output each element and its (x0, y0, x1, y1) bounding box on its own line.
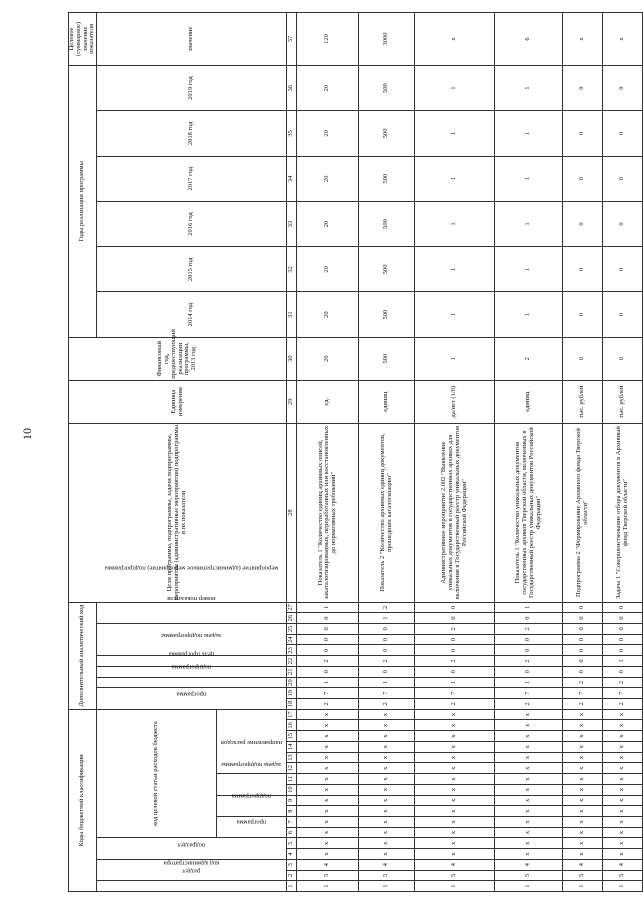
subsection-header: подраздел (97, 838, 287, 859)
subprogram-header: подпрограмма (217, 795, 287, 816)
code-cell: 7 (415, 688, 495, 699)
code-cell: x (297, 849, 359, 860)
code-cell: 1 (359, 613, 415, 624)
code-cell: 2 (415, 656, 495, 667)
code-cell: x (359, 816, 415, 827)
code-cell: 0 (415, 666, 495, 677)
column-number-10: 10 (287, 784, 297, 795)
row-name: Подпрограмма 2 "Формирование Архивного фонда Тверской области" (563, 423, 603, 602)
code-cell: 0 (563, 666, 603, 677)
column-number-35: 35 (287, 111, 297, 156)
code-cell: 0 (297, 613, 359, 624)
column-number-37: 37 (287, 13, 297, 66)
code-cell: x (415, 784, 495, 795)
row-unit: ед. (297, 380, 359, 423)
code-cell: x (603, 849, 643, 860)
column-number-21: 21 (287, 666, 297, 677)
row-unit: тыс. рублей (603, 380, 643, 423)
code-cell: x (563, 709, 603, 720)
code-cell: 2 (297, 656, 359, 667)
code-cell: x (359, 752, 415, 763)
program-header: программа (217, 816, 287, 837)
column-number-32: 32 (287, 247, 297, 292)
code-cell: 0 (297, 624, 359, 635)
activity-header: мероприятие (административное мероприятие) подпрограммы (97, 624, 287, 656)
year-2018-header: 2018 год (97, 111, 287, 156)
code-cell: 4 (359, 859, 415, 870)
row-name: Показатель 1 "Количество уникальных документов государственных архивов Тверской области, включенных в Государственный реестр уникальных документов Российской Федерации" (495, 423, 563, 602)
value-cell: 1 (415, 156, 495, 201)
code-cell: 2 (563, 699, 603, 710)
column-number-19: 19 (287, 688, 297, 699)
code-cell: x (603, 720, 643, 731)
code-cell: 0 (415, 634, 495, 645)
column-number-4: 4 (287, 849, 297, 860)
value-cell: 20 (297, 156, 359, 201)
column-number-1: 1 (287, 881, 297, 892)
value-cell: 20 (297, 65, 359, 110)
code-cell: x (495, 709, 563, 720)
goal-program-header: цель программы (97, 666, 287, 677)
code-cell: 2 (495, 656, 563, 667)
subprogram2-header: подпрограмма (97, 677, 287, 688)
code-cell: x (297, 720, 359, 731)
code-cell: x (415, 816, 495, 827)
value-cell: 500 (359, 337, 415, 380)
row-name: Показатель 1 "Количество единиц архивных описей, закаталогизированных, переработанных или восстановленных до нормативных требований" (297, 423, 359, 602)
column-number-36: 36 (287, 65, 297, 110)
code-cell: 4 (297, 859, 359, 870)
value-cell: 2 (495, 337, 563, 380)
code-cell: x (495, 720, 563, 731)
column-number-18: 18 (287, 699, 297, 710)
table-row (297, 13, 359, 892)
column-number-2: 2 (287, 870, 297, 881)
code-cell: 0 (297, 645, 359, 656)
code-cell: x (495, 849, 563, 860)
code-cell: 0 (603, 602, 643, 613)
year-2019-header: 2019 год (97, 65, 287, 110)
target-cell: x (415, 13, 495, 66)
code-cell: x (495, 731, 563, 742)
code-cell: 0 (495, 634, 563, 645)
value-cell: 1 (415, 65, 495, 110)
code-cell: 1 (415, 881, 495, 892)
target-cell: x (563, 13, 603, 66)
value-cell: 0 (603, 156, 643, 201)
budget-codes-header: Коды бюджетной классификации (69, 709, 97, 891)
code-cell: 5 (495, 870, 563, 881)
value-cell: 1 (415, 292, 495, 337)
column-number-24: 24 (287, 634, 297, 645)
code-cell: x (603, 709, 643, 720)
task-subprogram-code-header: задача подпрограммы (217, 774, 287, 795)
code-cell: 7 (495, 688, 563, 699)
column-number-11: 11 (287, 774, 297, 785)
activity-direction-header: направление расходов (217, 709, 287, 773)
code-cell: x (297, 806, 359, 817)
code-cell: 7 (563, 688, 603, 699)
column-number-20: 20 (287, 677, 297, 688)
code-cell: 1 (563, 881, 603, 892)
target-value-header: Целевое (суммарное) значение показателя (69, 13, 97, 66)
target-cell: x (603, 13, 643, 66)
row-name: Административное мероприятие 2.002 "Выявление уникальных документов в государственных архивах для включения в Государственный реестр уникальных документов Российской Федерации" (415, 423, 495, 602)
code-cell: 1 (359, 881, 415, 892)
code-cell: x (495, 795, 563, 806)
code-cell: 2 (297, 699, 359, 710)
code-cell: 1 (297, 881, 359, 892)
indicator-num-header: номер показателя (97, 602, 287, 624)
table-row (359, 13, 415, 892)
code-cell: x (415, 827, 495, 838)
code-cell: x (415, 709, 495, 720)
value-cell: 0 (563, 65, 603, 110)
target-cell: 120 (297, 13, 359, 66)
code-cell: 7 (359, 688, 415, 699)
column-number-22: 22 (287, 656, 297, 667)
code-cell: x (563, 741, 603, 752)
column-number-34: 34 (287, 156, 297, 201)
code-cell: x (603, 774, 643, 785)
row-name: Показатель 2 "Количество архивных единиц документов, прошедших каталогизацию" (359, 423, 415, 602)
value-cell: 500 (359, 156, 415, 201)
code-cell: x (603, 752, 643, 763)
code-cell: x (563, 849, 603, 860)
target-codes-header: код целевой статьи расходов бюджета (97, 709, 217, 838)
value-cell: 1 (495, 156, 563, 201)
target-cell: 3000 (359, 13, 415, 66)
column-number-12: 12 (287, 763, 297, 774)
code-cell: x (563, 838, 603, 849)
code-cell: 1 (297, 677, 359, 688)
value-cell: 500 (359, 247, 415, 292)
column-number-3: 3 (287, 859, 297, 870)
column-number-row (287, 13, 297, 892)
code-cell: x (415, 838, 495, 849)
code-cell: x (563, 774, 603, 785)
value-cell: 20 (297, 292, 359, 337)
code-cell: x (495, 763, 563, 774)
code-cell: 0 (563, 613, 603, 624)
column-number-8: 8 (287, 806, 297, 817)
code-cell: x (359, 763, 415, 774)
code-cell: x (297, 784, 359, 795)
code-cell: 0 (603, 645, 643, 656)
code-cell: 0 (603, 613, 643, 624)
code-cell: x (603, 784, 643, 795)
code-cell: x (603, 741, 643, 752)
code-cell: x (297, 827, 359, 838)
value-cell: 1 (415, 201, 495, 246)
code-cell: x (415, 731, 495, 742)
column-number-13: 13 (287, 752, 297, 763)
code-cell: 2 (603, 699, 643, 710)
value-cell: 500 (359, 111, 415, 156)
value-cell: 1 (415, 111, 495, 156)
table-row (603, 13, 643, 892)
value-cell: 20 (297, 337, 359, 380)
code-cell: 0 (359, 645, 415, 656)
code-cell: 2 (603, 677, 643, 688)
code-cell: 0 (359, 634, 415, 645)
code-cell: x (415, 849, 495, 860)
code-cell: 1 (495, 602, 563, 613)
task-subprogram-header: задача подпрограммы (97, 656, 287, 667)
code-cell: 4 (415, 859, 495, 870)
code-cell: 0 (359, 666, 415, 677)
table-row (495, 13, 563, 892)
code-cell: 4 (563, 859, 603, 870)
code-cell: x (297, 816, 359, 827)
column-number-6: 6 (287, 827, 297, 838)
code-cell: x (603, 731, 643, 742)
program2-header: программа (97, 688, 287, 709)
code-cell: 5 (359, 870, 415, 881)
code-cell: x (297, 774, 359, 785)
code-cell: 5 (297, 870, 359, 881)
value-cell: 1 (495, 247, 563, 292)
row-unit: единиц (359, 380, 415, 423)
code-cell: x (297, 731, 359, 742)
code-cell: 0 (297, 634, 359, 645)
row-unit: да/нет (1/0) (415, 380, 495, 423)
code-cell: x (495, 838, 563, 849)
row-name: Задача 1 "Совершенствование отбора документов в Архивный фонд Тверской области" (603, 423, 643, 602)
value-cell: 500 (359, 201, 415, 246)
code-cell: 2 (359, 656, 415, 667)
code-cell: 0 (563, 656, 603, 667)
value-cell: 0 (563, 111, 603, 156)
code-cell: 4 (495, 859, 563, 870)
code-cell: x (415, 774, 495, 785)
code-cell: x (495, 774, 563, 785)
row-unit: единиц (495, 380, 563, 423)
code-cell: x (359, 795, 415, 806)
year-2015-header: 2015 год (97, 247, 287, 292)
value-cell: 500 (359, 65, 415, 110)
code-cell: 0 (415, 613, 495, 624)
code-cell: x (563, 752, 603, 763)
code-cell: 1 (603, 881, 643, 892)
code-cell: x (495, 816, 563, 827)
column-number-9: 9 (287, 795, 297, 806)
code-cell: 5 (563, 870, 603, 881)
code-cell: 0 (563, 645, 603, 656)
value-cell: 0 (603, 247, 643, 292)
code-cell: 0 (603, 624, 643, 635)
column-number-25: 25 (287, 624, 297, 635)
column-number-15: 15 (287, 731, 297, 742)
code-cell: 0 (603, 666, 643, 677)
code-cell: x (359, 849, 415, 860)
code-cell: 0 (297, 666, 359, 677)
value-header: значение (97, 13, 287, 66)
column-number-28: 28 (287, 423, 297, 602)
code-cell: x (359, 806, 415, 817)
column-number-16: 16 (287, 720, 297, 731)
code-cell: 1 (495, 677, 563, 688)
code-cell: x (359, 838, 415, 849)
admin-code-header: код администратора (97, 881, 287, 892)
code-cell: x (495, 806, 563, 817)
value-cell: 1 (415, 247, 495, 292)
rotated-table-container (68, 12, 628, 892)
code-cell: x (415, 763, 495, 774)
value-cell: 0 (563, 201, 603, 246)
column-number-26: 26 (287, 613, 297, 624)
code-cell: x (563, 731, 603, 742)
value-cell: 0 (603, 292, 643, 337)
code-cell: 0 (563, 624, 603, 635)
section-header: раздел (97, 859, 287, 880)
code-cell: x (495, 741, 563, 752)
value-cell: 0 (563, 292, 603, 337)
code-cell: x (495, 752, 563, 763)
code-cell: 2 (359, 602, 415, 613)
code-cell: x (415, 752, 495, 763)
code-cell: x (563, 806, 603, 817)
code-cell: x (359, 827, 415, 838)
code-cell: 0 (495, 613, 563, 624)
code-cell: x (603, 806, 643, 817)
code-cell: x (495, 827, 563, 838)
code-cell: x (603, 763, 643, 774)
unit-header: Единица измерения (69, 380, 287, 423)
value-cell: 20 (297, 247, 359, 292)
code-cell: 2 (563, 677, 603, 688)
code-cell: 0 (495, 645, 563, 656)
column-number-29: 29 (287, 380, 297, 423)
year-2016-header: 2016 год (97, 201, 287, 246)
year-2014-header: 2014 год (97, 292, 287, 337)
code-cell: x (297, 709, 359, 720)
code-cell: 1 (603, 656, 643, 667)
code-cell: x (359, 731, 415, 742)
code-cell: x (359, 784, 415, 795)
column-number-23: 23 (287, 645, 297, 656)
column-number-5: 5 (287, 838, 297, 849)
value-cell: 1 (495, 111, 563, 156)
code-cell: 4 (603, 859, 643, 870)
year-2017-header: 2017 год (97, 156, 287, 201)
years-header: Годы реализации программы (69, 65, 97, 337)
code-cell: 0 (415, 602, 495, 613)
code-cell: 1 (495, 881, 563, 892)
value-cell: 0 (603, 111, 643, 156)
row-unit: тыс. рублей (563, 380, 603, 423)
code-cell: x (415, 741, 495, 752)
value-cell: 0 (563, 247, 603, 292)
code-cell: 0 (563, 602, 603, 613)
value-cell: 1 (495, 292, 563, 337)
code-cell: x (297, 838, 359, 849)
code-cell: x (563, 816, 603, 827)
code-cell: x (563, 795, 603, 806)
value-cell: 500 (359, 292, 415, 337)
fin-year-header: Финансовый год, предшествующий реализации программы, 2013 год (69, 337, 287, 380)
code-cell: 2 (495, 624, 563, 635)
code-cell: x (415, 720, 495, 731)
code-cell: x (563, 763, 603, 774)
code-cell: x (495, 784, 563, 795)
code-cell: x (359, 774, 415, 785)
code-cell: x (563, 827, 603, 838)
code-cell: x (603, 827, 643, 838)
column-number-17: 17 (287, 709, 297, 720)
code-cell: 7 (297, 688, 359, 699)
code-cell: x (297, 763, 359, 774)
code-cell: x (603, 816, 643, 827)
code-cell: 0 (415, 645, 495, 656)
goals-header: Цели программы, подпрограммы, задачи подпрограммы, мероприятия (административные мероприятия) подпрограммы и их показатели (69, 423, 287, 602)
code-cell: x (359, 720, 415, 731)
column-number-27: 27 (287, 602, 297, 613)
code-cell: 5 (415, 870, 495, 881)
value-cell: 1 (495, 201, 563, 246)
header-row-top (69, 13, 97, 892)
code-cell: 1 (359, 677, 415, 688)
program-table (68, 12, 643, 892)
code-cell: x (563, 720, 603, 731)
code-cell: x (297, 795, 359, 806)
value-cell: 1 (415, 337, 495, 380)
code-cell: 2 (415, 699, 495, 710)
code-cell: 0 (563, 634, 603, 645)
column-number-31: 31 (287, 292, 297, 337)
code-cell: x (603, 838, 643, 849)
value-cell: 1 (495, 65, 563, 110)
code-cell: 2 (495, 699, 563, 710)
code-cell: x (359, 741, 415, 752)
code-cell: x (415, 806, 495, 817)
code-cell: x (415, 795, 495, 806)
code-cell: 1 (415, 677, 495, 688)
code-cell: x (297, 741, 359, 752)
target-cell: 6 (495, 13, 563, 66)
value-cell: 20 (297, 111, 359, 156)
code-cell: 7 (603, 688, 643, 699)
value-cell: 0 (563, 156, 603, 201)
value-cell: 20 (297, 201, 359, 246)
code-cell: 1 (297, 602, 359, 613)
table-row (563, 13, 603, 892)
column-number-33: 33 (287, 201, 297, 246)
code-cell: 2 (415, 624, 495, 635)
value-cell: 0 (603, 65, 643, 110)
code-cell: 2 (359, 699, 415, 710)
column-number-7: 7 (287, 816, 297, 827)
value-cell: 0 (603, 201, 643, 246)
table-row (415, 13, 495, 892)
value-cell: 0 (603, 337, 643, 380)
code-cell: x (603, 795, 643, 806)
code-cell: x (359, 709, 415, 720)
code-cell: 0 (603, 634, 643, 645)
code-cell: 0 (495, 666, 563, 677)
column-number-30: 30 (287, 337, 297, 380)
extra-codes-header: Дополнительный аналитический код (69, 602, 97, 709)
page-number: 10 (20, 428, 34, 440)
code-cell: 5 (603, 870, 643, 881)
code-cell: x (563, 784, 603, 795)
column-number-14: 14 (287, 741, 297, 752)
code-cell: x (297, 752, 359, 763)
code-cell: 0 (359, 624, 415, 635)
value-cell: 0 (563, 337, 603, 380)
